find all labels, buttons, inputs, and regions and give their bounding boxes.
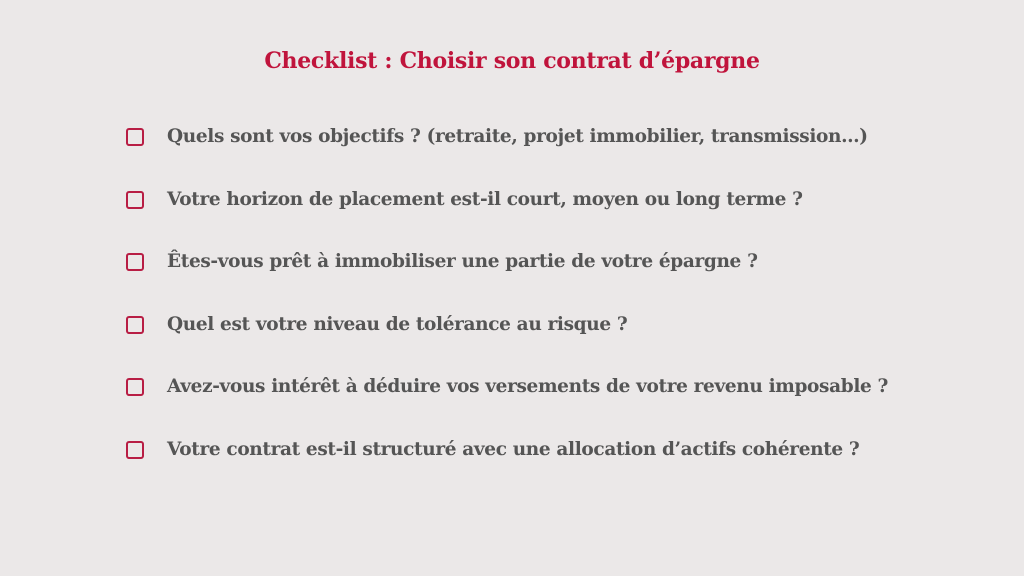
checklist-item-label: Êtes-vous prêt à immobiliser une partie de votre épargne ? <box>167 251 758 273</box>
checkbox[interactable] <box>126 441 144 459</box>
checkbox[interactable] <box>126 378 144 396</box>
checklist <box>124 122 984 498</box>
checklist-item-label: Votre horizon de placement est-il court, moyen ou long terme ? <box>167 188 803 210</box>
checklist-item <box>124 372 984 435</box>
checkbox[interactable] <box>126 253 144 271</box>
checklist-item <box>124 310 984 373</box>
checklist-item-label: Quel est votre niveau de tolérance au risque ? <box>167 313 628 335</box>
checklist-item <box>124 185 984 248</box>
checklist-item <box>124 435 984 498</box>
checklist-item <box>124 122 984 185</box>
checkbox[interactable] <box>126 316 144 334</box>
checklist-item-label: Quels sont vos objectifs ? (retraite, projet immobilier, transmission…) <box>167 126 868 147</box>
checkbox[interactable] <box>126 128 144 146</box>
page-title: Checklist : Choisir son contrat d’épargne <box>264 47 760 74</box>
checklist-item <box>124 247 984 310</box>
checkbox[interactable] <box>126 191 144 209</box>
checklist-item-label: Votre contrat est-il structuré avec une allocation d’actifs cohérente ? <box>167 438 860 460</box>
checklist-item-label: Avez-vous intérêt à déduire vos versements de votre revenu imposable ? <box>167 376 889 398</box>
